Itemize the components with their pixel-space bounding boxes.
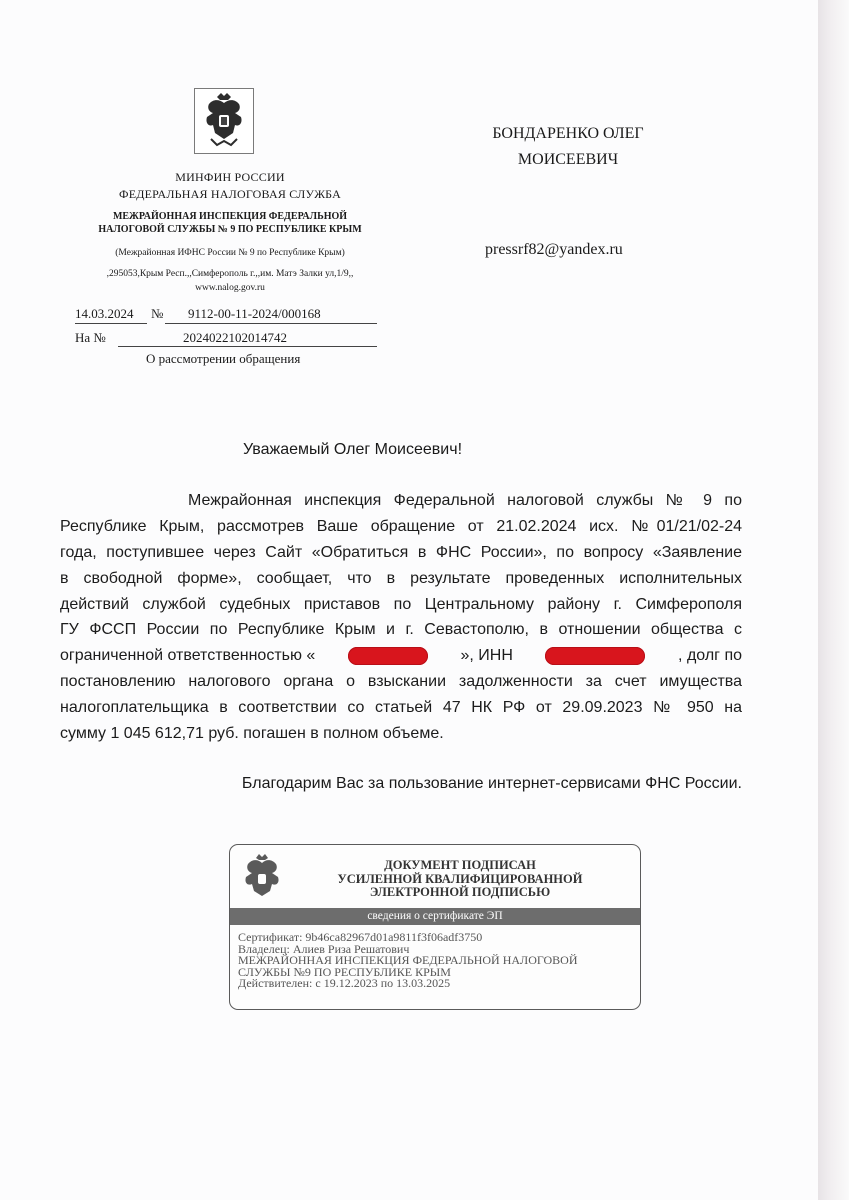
number-label: №	[151, 306, 164, 321]
body-line: постановлению налогового органа о взыскании задолженности за счет имущества	[60, 673, 742, 691]
reference-label: На №	[75, 330, 106, 345]
reference-number: 2024022102014742	[183, 330, 287, 345]
certificate-org-line2: СЛУЖБЫ №9 ПО РЕСПУБЛИКЕ КРЫМ	[238, 964, 451, 979]
body-line: года, поступившее через Сайт «Обратиться в ФНС России», по вопросу «Заявление	[60, 543, 742, 561]
certificate-serial: Сертификат: 9b46ca82967d01a9811f3f06adf3750	[238, 930, 483, 944]
certificate-owner: Владелец: Алиев Риза Решатович	[238, 941, 410, 956]
stamp-title-line2: УСИЛЕННОЙ КВАЛИФИЦИРОВАННОЙ	[337, 871, 583, 886]
body-line: сумму 1 045 612,71 руб. погашен в полном объеме.	[60, 725, 444, 743]
letter-body	[60, 488, 742, 747]
inspection-website: www.nalog.gov.ru	[195, 283, 265, 293]
body-line: Республике Крым, рассмотрев Ваше обращение от 21.02.2024 исх. №01/21/02-24	[60, 517, 742, 535]
inn-phrase: », ИНН	[460, 647, 513, 665]
stamp-title-line3: ЭЛЕКТРОННОЙ ПОДПИСЬЮ	[369, 885, 551, 899]
inspection-name-line1: МЕЖРАЙОННАЯ ИНСПЕКЦИЯ ФЕДЕРАЛЬНОЙ	[112, 211, 348, 222]
salutation: Уважаемый Олег Моисеевич!	[243, 441, 463, 458]
inspection-name	[60, 210, 400, 236]
date-underline	[75, 323, 147, 324]
inn-redaction	[545, 647, 645, 665]
inspection-address: ,295053,Крым Респ.,,Симферополь г.,,им. Матэ Залки ул,1/9,,	[106, 269, 354, 279]
reference-underline	[118, 346, 377, 347]
redacted-body-line	[60, 643, 742, 669]
registration-date: 14.03.2024	[75, 306, 134, 321]
certificate-org-line1: МЕЖРАЙОННАЯ ИНСПЕКЦИЯ ФЕДЕРАЛЬНОЙ НАЛОГОВОЙ	[238, 953, 578, 967]
page-edge-shadow	[818, 0, 849, 1200]
closing-thanks: Благодарим Вас за пользование интернет-сервисами ФНС России.	[241, 775, 742, 792]
recipient-email: pressrf82@yandex.ru	[485, 241, 623, 258]
recipient-name-line1: БОНДАРЕНКО ОЛЕГ	[492, 125, 644, 142]
stamp-eagle-icon	[236, 851, 288, 903]
letter-subject: О рассмотрении обращения	[146, 351, 301, 366]
service-name: ФЕДЕРАЛЬНАЯ НАЛОГОВАЯ СЛУЖБА	[119, 187, 341, 201]
stamp-title	[290, 859, 630, 900]
certificate-details	[238, 932, 638, 990]
body-line: ГУ ФССП России по Республике Крым и г. Севастополю, в отношении общества с	[60, 621, 742, 639]
stamp-title-line1: ДОКУМЕНТ ПОДПИСАН	[384, 858, 536, 872]
number-underline	[165, 323, 377, 324]
inspection-short-name: (Межрайонная ИФНС России № 9 по Республике Крым)	[115, 248, 345, 258]
recipient-name-line2: МОИСЕЕВИЧ	[517, 151, 619, 168]
electronic-signature-stamp	[229, 844, 641, 1010]
double-headed-eagle-icon	[195, 89, 253, 153]
registration-number: 9112-00-11-2024/000168	[188, 306, 321, 321]
company-phrase: ограниченной ответственностью «	[60, 647, 316, 665]
body-line: действий службой судебных приставов по Центральному району г. Симферополя	[60, 595, 742, 613]
company-name-redaction	[348, 647, 428, 665]
certificate-info-bar: сведения о сертификате ЭП	[230, 908, 640, 925]
body-line: в свободной форме», сообщает, что в результате проведенных исполнительных	[60, 569, 742, 587]
recipient-name	[468, 121, 668, 173]
coat-of-arms-emblem	[194, 88, 254, 154]
ministry-name: МИНФИН РОССИИ	[175, 170, 285, 184]
body-line: Межрайонная инспекция Федеральной налоговой службы № 9 по	[188, 492, 742, 509]
certificate-validity: Действителен: с 19.12.2023 по 13.03.2025	[238, 976, 451, 990]
debt-phrase: , долг по	[678, 647, 742, 665]
body-line: налогоплательщика в соответствии со статьей 47 НК РФ от 29.09.2023 № 950 на	[60, 699, 742, 717]
stamp-emblem	[236, 851, 288, 903]
inspection-name-line2: НАЛОГОВОЙ СЛУЖБЫ № 9 ПО РЕСПУБЛИКЕ КРЫМ	[98, 224, 362, 235]
